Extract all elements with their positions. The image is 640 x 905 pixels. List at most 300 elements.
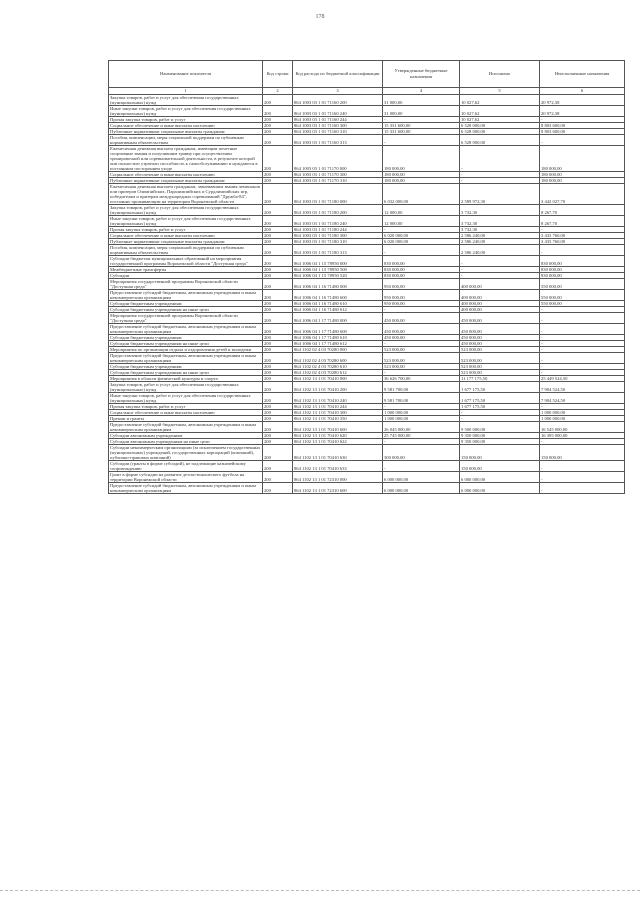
cell-expense-code: 864 1102 02 4 03 70280 000 bbox=[293, 347, 383, 353]
cell-expense-code: 864 1006 04 1 16 71480 600 bbox=[293, 290, 383, 301]
cell-expense-code: 864 1102 13 1 01 70410 240 bbox=[293, 393, 383, 404]
cell-unexecuted: 25 449 524,50 bbox=[540, 376, 625, 382]
cell-executed: - bbox=[460, 267, 540, 273]
cell-indicator-name: Иные закупки товаров, работ и услуг для обеспечения государственных (муниципальных) нужд bbox=[109, 106, 263, 117]
cell-approved: 26 045 000,00 bbox=[383, 422, 460, 433]
cell-indicator-name: Субсидии бюджетным учреждениям bbox=[109, 301, 263, 307]
cell-unexecuted: 16 395 000,00 bbox=[540, 433, 625, 439]
table-row bbox=[109, 135, 625, 146]
cell-unexecuted: 7 904 524,50 bbox=[540, 393, 625, 404]
table-row bbox=[109, 461, 625, 472]
cell-unexecuted: 1 000 000,00 bbox=[540, 410, 625, 416]
cell-line-code: 200 bbox=[263, 106, 293, 117]
cell-indicator-name: Предоставление субсидий бюджетным, автономным учреждениям и иным некоммерческим организациям bbox=[109, 422, 263, 433]
cell-line-code: 200 bbox=[263, 239, 293, 245]
column-number: 4 bbox=[383, 88, 460, 95]
cell-line-code: 200 bbox=[263, 146, 293, 172]
cell-approved: 523 000,00 bbox=[383, 364, 460, 370]
cell-indicator-name: Субсидии бюджетным учреждениям bbox=[109, 364, 263, 370]
cell-expense-code: 864 1006 04 1 17 71480 600 bbox=[293, 324, 383, 335]
cell-approved: - bbox=[383, 307, 460, 313]
header-unexecuted: Неисполненные назначения bbox=[540, 61, 625, 88]
cell-unexecuted: 830 000,00 bbox=[540, 256, 625, 267]
cell-unexecuted: - bbox=[540, 370, 625, 376]
cell-line-code: 200 bbox=[263, 422, 293, 433]
cell-line-code: 200 bbox=[263, 364, 293, 370]
cell-executed: 10 027,62 bbox=[460, 117, 540, 123]
cell-unexecuted: - bbox=[540, 353, 625, 364]
cell-approved: 9 581 700,00 bbox=[383, 382, 460, 393]
cell-approved: - bbox=[383, 439, 460, 445]
cell-line-code: 200 bbox=[263, 341, 293, 347]
cell-approved: 950 000,00 bbox=[383, 301, 460, 307]
cell-expense-code: 864 1102 13 1 01 70410 350 bbox=[293, 416, 383, 422]
cell-indicator-name: Социальное обеспечение и иные выплаты населению bbox=[109, 410, 263, 416]
cell-approved: 450 000,00 bbox=[383, 324, 460, 335]
cell-executed: - bbox=[460, 410, 540, 416]
cell-line-code: 200 bbox=[263, 370, 293, 376]
cell-approved: 6 000 000,00 bbox=[383, 472, 460, 483]
cell-line-code: 200 bbox=[263, 376, 293, 382]
cell-expense-code: 864 1102 13 1 01 70410 630 bbox=[293, 445, 383, 461]
cell-unexecuted: - bbox=[540, 324, 625, 335]
cell-approved: - bbox=[383, 227, 460, 233]
cell-approved: 180 000,00 bbox=[383, 172, 460, 178]
cell-expense-code: 864 1003 03 1 01 71180 310 bbox=[293, 239, 383, 245]
cell-indicator-name: Социальное обеспечение и иные выплаты населению bbox=[109, 123, 263, 129]
cell-executed: 6 528 000,00 bbox=[460, 123, 540, 129]
cell-approved: 9 581 700,00 bbox=[383, 393, 460, 404]
table-row bbox=[109, 393, 625, 404]
cell-expense-code: 864 1003 03 1 01 71160 313 bbox=[293, 135, 383, 146]
cell-approved: - bbox=[383, 461, 460, 472]
cell-approved: - bbox=[383, 117, 460, 123]
cell-indicator-name: Предоставление субсидий бюджетным, автономным учреждениям и иным некоммерческим организациям bbox=[109, 290, 263, 301]
table-row bbox=[109, 256, 625, 267]
cell-indicator-name: Субсидии бюджетным учреждениям на иные цели bbox=[109, 370, 263, 376]
cell-executed: 6 000 000,00 bbox=[460, 472, 540, 483]
header-expense-code: Код расхода по бюджетной классификации bbox=[293, 61, 383, 88]
cell-expense-code: 864 1102 13 1 01 70410 200 bbox=[293, 382, 383, 393]
table-row bbox=[109, 184, 625, 205]
cell-executed: - bbox=[460, 146, 540, 172]
cell-executed: 400 000,00 bbox=[460, 301, 540, 307]
cell-expense-code: 864 1003 03 1 01 71180 000 bbox=[293, 184, 383, 205]
cell-approved: 12 000,00 bbox=[383, 205, 460, 216]
cell-executed: 400 000,00 bbox=[460, 307, 540, 313]
table-row bbox=[109, 216, 625, 227]
cell-expense-code: 864 1003 03 1 01 71180 313 bbox=[293, 245, 383, 256]
cell-indicator-name: Мероприятия в области физической культуры и спорта bbox=[109, 376, 263, 382]
cell-approved: - bbox=[383, 245, 460, 256]
table-row bbox=[109, 422, 625, 433]
cell-expense-code: 864 1102 13 1 01 70410 622 bbox=[293, 439, 383, 445]
cell-expense-code: 864 1003 03 1 01 71180 300 bbox=[293, 233, 383, 239]
cell-line-code: 200 bbox=[263, 324, 293, 335]
cell-unexecuted: - bbox=[540, 439, 625, 445]
table-row bbox=[109, 205, 625, 216]
cell-expense-code: 864 1003 03 1 01 71170 300 bbox=[293, 172, 383, 178]
cell-indicator-name: Публичные нормативные социальные выплаты гражданам bbox=[109, 239, 263, 245]
column-number: 1 bbox=[109, 88, 263, 95]
cell-approved: 180 000,00 bbox=[383, 178, 460, 184]
cell-unexecuted: 8 267,70 bbox=[540, 205, 625, 216]
cell-expense-code: 864 1102 13 1 01 72310 600 bbox=[293, 483, 383, 494]
cell-unexecuted: 150 000,00 bbox=[540, 445, 625, 461]
table-row bbox=[109, 245, 625, 256]
cell-line-code: 200 bbox=[263, 313, 293, 324]
cell-approved: 1 000 000,00 bbox=[383, 410, 460, 416]
cell-line-code: 200 bbox=[263, 301, 293, 307]
page-number: 178 bbox=[315, 14, 325, 20]
table-row bbox=[109, 106, 625, 117]
cell-line-code: 200 bbox=[263, 416, 293, 422]
cell-unexecuted: - bbox=[540, 313, 625, 324]
cell-indicator-name: Предоставление субсидий бюджетным, автономным учреждениям и иным некоммерческим организациям bbox=[109, 353, 263, 364]
cell-indicator-name: Межбюджетные трансферты bbox=[109, 267, 263, 273]
cell-line-code: 200 bbox=[263, 123, 293, 129]
cell-line-code: 200 bbox=[263, 410, 293, 416]
cell-unexecuted: - bbox=[540, 483, 625, 494]
cell-approved: 15 331 600,00 bbox=[383, 123, 460, 129]
cell-line-code: 200 bbox=[263, 483, 293, 494]
cell-unexecuted: 3 433 760,00 bbox=[540, 233, 625, 239]
cell-approved: 25 745 000,00 bbox=[383, 433, 460, 439]
cell-unexecuted: 3 442 027,70 bbox=[540, 184, 625, 205]
cell-indicator-name: Прочая закупка товаров, работ и услуг bbox=[109, 404, 263, 410]
cell-executed: 450 000,00 bbox=[460, 324, 540, 335]
cell-executed: 2 589 972,30 bbox=[460, 184, 540, 205]
cell-unexecuted: - bbox=[540, 347, 625, 353]
column-number: 6 bbox=[540, 88, 625, 95]
cell-indicator-name: Премии и гранты bbox=[109, 416, 263, 422]
cell-line-code: 200 bbox=[263, 290, 293, 301]
cell-indicator-name: Иные закупки товаров, работ и услуг для обеспечения государственных (муниципальных) нужд bbox=[109, 216, 263, 227]
column-number: 2 bbox=[263, 88, 293, 95]
cell-line-code: 200 bbox=[263, 382, 293, 393]
cell-line-code: 200 bbox=[263, 445, 293, 461]
cell-unexecuted: 550 000,00 bbox=[540, 279, 625, 290]
header-line-code: Код строки bbox=[263, 61, 293, 88]
cell-executed: - bbox=[460, 273, 540, 279]
cell-executed: 3 732,30 bbox=[460, 227, 540, 233]
cell-indicator-name: Иные закупки товаров, работ и услуг для обеспечения государственных (муниципальных) нужд bbox=[109, 393, 263, 404]
cell-approved: 830 000,00 bbox=[383, 256, 460, 267]
header-executed: Исполнено bbox=[460, 61, 540, 88]
table-body bbox=[109, 95, 625, 494]
cell-approved: 6 020 000,00 bbox=[383, 233, 460, 239]
cell-executed: 10 027,62 bbox=[460, 95, 540, 106]
cell-unexecuted: 16 545 000,00 bbox=[540, 422, 625, 433]
cell-indicator-name: Ежемесячная денежная выплата гражданам, завоевавшим звания чемпионов или призеров Олимпийских, Паралимпийских и Сурдлимпийских игр, победителям и призерам международных соревнований "Дружба-84", постоянно проживающим на территории Воронежской области bbox=[109, 184, 263, 205]
cell-expense-code: 864 1003 03 1 01 71180 244 bbox=[293, 227, 383, 233]
cell-line-code: 200 bbox=[263, 129, 293, 135]
cell-approved: 6 020 000,00 bbox=[383, 239, 460, 245]
cell-indicator-name: Мероприятия по организации отдыха и оздоровления детей и молодежи bbox=[109, 347, 263, 353]
cell-executed: 6 528 000,00 bbox=[460, 129, 540, 135]
cell-expense-code: 864 1006 04 1 15 78950 520 bbox=[293, 273, 383, 279]
cell-expense-code: 864 1102 13 1 01 70410 000 bbox=[293, 376, 383, 382]
cell-expense-code: 864 1006 04 1 17 71480 612 bbox=[293, 341, 383, 347]
cell-indicator-name: Пособия, компенсации, меры социальной поддержки по публичным нормативным обязательствам bbox=[109, 135, 263, 146]
cell-approved: 15 331 600,00 bbox=[383, 129, 460, 135]
cell-approved: 450 000,00 bbox=[383, 313, 460, 324]
cell-expense-code: 864 1102 02 4 03 70280 612 bbox=[293, 370, 383, 376]
cell-unexecuted: 8 267,70 bbox=[540, 216, 625, 227]
cell-expense-code: 864 1006 04 1 17 71480 610 bbox=[293, 335, 383, 341]
cell-expense-code: 864 1102 13 1 01 70410 300 bbox=[293, 410, 383, 416]
cell-unexecuted: - bbox=[540, 472, 625, 483]
column-number: 3 bbox=[293, 88, 383, 95]
cell-unexecuted: 550 000,00 bbox=[540, 290, 625, 301]
cell-line-code: 200 bbox=[263, 205, 293, 216]
cell-unexecuted: 550 000,00 bbox=[540, 301, 625, 307]
cell-executed: 2 586 240,00 bbox=[460, 233, 540, 239]
cell-unexecuted: - bbox=[540, 404, 625, 410]
cell-indicator-name: Субсидии бюджетным учреждениям на иные цели bbox=[109, 341, 263, 347]
cell-indicator-name: Субсидии (гранты в форме субсидий), не подлежащие казначейскому сопровождению bbox=[109, 461, 263, 472]
cell-indicator-name: Ежемесячная денежная выплата гражданам, имеющим почетные спортивные звания и получившим травму при осуществлении тренировочной или соревновательной деятельности, в результате которой они полностью утратили способность к самообслуживанию и нуждаются в постоянном постороннем уходе bbox=[109, 146, 263, 172]
cell-expense-code: 864 1102 13 1 01 70410 600 bbox=[293, 422, 383, 433]
cell-line-code: 200 bbox=[263, 353, 293, 364]
cell-expense-code: 864 1102 02 4 03 70280 600 bbox=[293, 353, 383, 364]
cell-approved: 830 000,00 bbox=[383, 273, 460, 279]
cell-unexecuted: 8 803 600,00 bbox=[540, 129, 625, 135]
cell-expense-code: 864 1102 13 1 01 70410 244 bbox=[293, 404, 383, 410]
cell-executed: 523 000,00 bbox=[460, 353, 540, 364]
budget-execution-table bbox=[108, 60, 625, 494]
cell-expense-code: 864 1102 13 1 01 70410 633 bbox=[293, 461, 383, 472]
cell-indicator-name: Закупка товаров, работ и услуг для обеспечения государственных (муниципальных) нужд bbox=[109, 205, 263, 216]
cell-unexecuted: 180 000,00 bbox=[540, 172, 625, 178]
cell-indicator-name: Субсидии бюджетным учреждениям на иные цели bbox=[109, 307, 263, 313]
cell-executed: - bbox=[460, 178, 540, 184]
cell-indicator-name: Предоставление субсидий бюджетным, автономным учреждениям и иным некоммерческим организациям bbox=[109, 483, 263, 494]
cell-executed: 9 350 000,00 bbox=[460, 433, 540, 439]
header-approved: Утвержденные бюджетные назначения bbox=[383, 61, 460, 88]
table-row bbox=[109, 146, 625, 172]
cell-line-code: 200 bbox=[263, 404, 293, 410]
cell-unexecuted: 180 000,00 bbox=[540, 178, 625, 184]
cell-indicator-name: Прочая закупка товаров, работ и услуг bbox=[109, 227, 263, 233]
cell-line-code: 200 bbox=[263, 216, 293, 227]
cell-unexecuted: - bbox=[540, 335, 625, 341]
cell-line-code: 200 bbox=[263, 267, 293, 273]
cell-expense-code: 864 1006 04 1 16 71480 000 bbox=[293, 279, 383, 290]
cell-approved: 12 000,00 bbox=[383, 216, 460, 227]
cell-unexecuted: - bbox=[540, 227, 625, 233]
table-row bbox=[109, 279, 625, 290]
cell-approved: - bbox=[383, 135, 460, 146]
cell-expense-code: 864 1003 03 1 01 71180 240 bbox=[293, 216, 383, 227]
cell-approved: 36 626 700,00 bbox=[383, 376, 460, 382]
cell-line-code: 200 bbox=[263, 184, 293, 205]
cell-unexecuted: 3 433 760,00 bbox=[540, 239, 625, 245]
cell-indicator-name: Пособия, компенсации, меры социальной поддержки по публичным нормативным обязательствам bbox=[109, 245, 263, 256]
cell-executed: - bbox=[460, 172, 540, 178]
cell-line-code: 200 bbox=[263, 178, 293, 184]
cell-unexecuted: - bbox=[540, 245, 625, 256]
cell-unexecuted: 8 803 600,00 bbox=[540, 123, 625, 129]
cell-unexecuted: 20 972,38 bbox=[540, 106, 625, 117]
cell-executed: 6 528 000,00 bbox=[460, 135, 540, 146]
cell-unexecuted: - bbox=[540, 364, 625, 370]
cell-executed: 3 732,30 bbox=[460, 205, 540, 216]
cell-executed: 11 177 175,50 bbox=[460, 376, 540, 382]
cell-approved: 523 000,00 bbox=[383, 353, 460, 364]
cell-indicator-name: Субсидии бюджетным учреждениям bbox=[109, 335, 263, 341]
cell-expense-code: 864 1006 04 1 16 71480 610 bbox=[293, 301, 383, 307]
cell-unexecuted: - bbox=[540, 461, 625, 472]
cell-line-code: 200 bbox=[263, 335, 293, 341]
cell-indicator-name: Предоставление субсидий бюджетным, автономным учреждениям и иным некоммерческим организациям bbox=[109, 324, 263, 335]
cell-executed: 1 677 175,50 bbox=[460, 393, 540, 404]
cell-executed: 450 000,00 bbox=[460, 341, 540, 347]
cell-indicator-name: Публичные нормативные социальные выплаты гражданам bbox=[109, 178, 263, 184]
cell-line-code: 200 bbox=[263, 433, 293, 439]
cell-indicator-name: Субсидии некоммерческим организациям (за исключением государственных (муниципальных) учреждений, государственных корпораций (компаний), публично-правовых компаний) bbox=[109, 445, 263, 461]
cell-executed: 9 500 000,00 bbox=[460, 422, 540, 433]
cell-indicator-name: Социальное обеспечение и иные выплаты населению bbox=[109, 172, 263, 178]
column-number: 5 bbox=[460, 88, 540, 95]
cell-indicator-name: Прочая закупка товаров, работ и услуг bbox=[109, 117, 263, 123]
cell-approved: 180 000,00 bbox=[383, 146, 460, 172]
cell-approved: 523 000,00 bbox=[383, 347, 460, 353]
cell-indicator-name: Мероприятия государственной программы Воронежской области "Доступная среда" bbox=[109, 279, 263, 290]
table-row bbox=[109, 483, 625, 494]
cell-indicator-name: Закупка товаров, работ и услуг для обеспечения государственных (муниципальных) нужд bbox=[109, 95, 263, 106]
cell-approved: 950 000,00 bbox=[383, 290, 460, 301]
cell-line-code: 200 bbox=[263, 273, 293, 279]
cell-executed: 1 677 175,50 bbox=[460, 404, 540, 410]
cell-executed: 150 000,00 bbox=[460, 445, 540, 461]
cell-expense-code: 864 1102 13 1 01 70410 620 bbox=[293, 433, 383, 439]
cell-indicator-name: Закупка товаров, работ и услуг для обеспечения государственных (муниципальных) нужд bbox=[109, 382, 263, 393]
cell-unexecuted: 180 000,00 bbox=[540, 146, 625, 172]
table-header-row bbox=[109, 61, 625, 88]
cell-approved: 31 000,00 bbox=[383, 106, 460, 117]
table-row bbox=[109, 353, 625, 364]
cell-approved: 6 000 000,00 bbox=[383, 483, 460, 494]
table-row bbox=[109, 382, 625, 393]
cell-executed: 523 000,00 bbox=[460, 364, 540, 370]
cell-executed: 10 027,62 bbox=[460, 106, 540, 117]
cell-approved: - bbox=[383, 341, 460, 347]
cell-indicator-name: Мероприятия государственной программы Воронежской области "Доступная среда" bbox=[109, 313, 263, 324]
cell-approved: 830 000,00 bbox=[383, 267, 460, 273]
cell-line-code: 200 bbox=[263, 347, 293, 353]
table-row bbox=[109, 290, 625, 301]
cell-expense-code: 864 1003 03 1 01 71160 200 bbox=[293, 95, 383, 106]
cell-approved: - bbox=[383, 404, 460, 410]
cell-unexecuted: - bbox=[540, 307, 625, 313]
cell-approved: 31 000,00 bbox=[383, 95, 460, 106]
table-row bbox=[109, 472, 625, 483]
cell-unexecuted: 20 972,38 bbox=[540, 95, 625, 106]
cell-indicator-name: Социальное обеспечение и иные выплаты населению bbox=[109, 233, 263, 239]
cell-executed: 450 000,00 bbox=[460, 335, 540, 341]
cell-executed: 400 000,00 bbox=[460, 290, 540, 301]
cell-line-code: 200 bbox=[263, 172, 293, 178]
cell-line-code: 200 bbox=[263, 245, 293, 256]
cell-executed: - bbox=[460, 256, 540, 267]
cell-expense-code: 864 1003 03 1 01 71180 200 bbox=[293, 205, 383, 216]
cell-expense-code: 864 1102 13 1 01 72310 000 bbox=[293, 472, 383, 483]
cell-indicator-name: Субсидии автономным учреждениям на иные цели bbox=[109, 439, 263, 445]
cell-unexecuted: 830 000,00 bbox=[540, 273, 625, 279]
cell-line-code: 200 bbox=[263, 256, 293, 267]
cell-line-code: 200 bbox=[263, 95, 293, 106]
cell-expense-code: 864 1003 03 1 01 71160 300 bbox=[293, 123, 383, 129]
cell-line-code: 200 bbox=[263, 393, 293, 404]
table-row bbox=[109, 313, 625, 324]
cell-indicator-name: Субсидии автономным учреждениям bbox=[109, 433, 263, 439]
cell-line-code: 200 bbox=[263, 233, 293, 239]
cell-expense-code: 864 1006 04 1 17 71480 000 bbox=[293, 313, 383, 324]
cell-unexecuted: 1 000 000,00 bbox=[540, 416, 625, 422]
cell-unexecuted: 7 904 524,50 bbox=[540, 382, 625, 393]
cell-expense-code: 864 1003 03 1 01 71160 310 bbox=[293, 129, 383, 135]
header-indicator-name: Наименование показателя bbox=[109, 61, 263, 88]
cell-unexecuted: - bbox=[540, 341, 625, 347]
page-bottom-divider bbox=[0, 890, 640, 891]
cell-executed: 450 000,00 bbox=[460, 313, 540, 324]
cell-expense-code: 864 1003 03 1 01 71170 310 bbox=[293, 178, 383, 184]
cell-indicator-name: Публичные нормативные социальные выплаты гражданам bbox=[109, 129, 263, 135]
cell-executed: 6 000 000,00 bbox=[460, 483, 540, 494]
cell-expense-code: 864 1003 03 1 01 71160 240 bbox=[293, 106, 383, 117]
cell-expense-code: 864 1003 03 1 01 71170 000 bbox=[293, 146, 383, 172]
cell-executed: 9 350 000,00 bbox=[460, 439, 540, 445]
cell-line-code: 200 bbox=[263, 227, 293, 233]
cell-line-code: 200 bbox=[263, 279, 293, 290]
cell-approved: - bbox=[383, 370, 460, 376]
cell-approved: 1 000 000,00 bbox=[383, 416, 460, 422]
cell-approved: 950 000,00 bbox=[383, 279, 460, 290]
cell-line-code: 200 bbox=[263, 307, 293, 313]
cell-indicator-name: Субсидии bbox=[109, 273, 263, 279]
cell-expense-code: 864 1006 04 1 15 78950 500 bbox=[293, 267, 383, 273]
table-row bbox=[109, 324, 625, 335]
cell-executed: 523 000,00 bbox=[460, 347, 540, 353]
cell-executed: 3 732,30 bbox=[460, 216, 540, 227]
cell-approved: 300 000,00 bbox=[383, 445, 460, 461]
table-row bbox=[109, 445, 625, 461]
cell-approved: 6 032 000,00 bbox=[383, 184, 460, 205]
cell-unexecuted: - bbox=[540, 117, 625, 123]
table-column-numbers-row bbox=[109, 88, 625, 95]
cell-executed: 523 000,00 bbox=[460, 370, 540, 376]
cell-line-code: 200 bbox=[263, 472, 293, 483]
cell-executed: 2 586 240,00 bbox=[460, 239, 540, 245]
cell-indicator-name: Субсидии бюджетам муниципальных образований на мероприятия государственной программы Воронежской области "Доступная среда" bbox=[109, 256, 263, 267]
cell-executed: - bbox=[460, 416, 540, 422]
cell-line-code: 200 bbox=[263, 135, 293, 146]
cell-line-code: 200 bbox=[263, 461, 293, 472]
cell-line-code: 200 bbox=[263, 439, 293, 445]
cell-executed: 1 677 175,50 bbox=[460, 382, 540, 393]
cell-unexecuted: - bbox=[540, 135, 625, 146]
cell-expense-code: 864 1006 04 1 15 78950 000 bbox=[293, 256, 383, 267]
cell-approved: 450 000,00 bbox=[383, 335, 460, 341]
cell-expense-code: 864 1006 04 1 16 71480 612 bbox=[293, 307, 383, 313]
cell-executed: 2 586 240,00 bbox=[460, 245, 540, 256]
cell-unexecuted: 830 000,00 bbox=[540, 267, 625, 273]
cell-indicator-name: Грант в форме субсидии на развитие детско-юношеского футбола на территории Воронежской области bbox=[109, 472, 263, 483]
cell-expense-code: 864 1003 03 1 01 71160 244 bbox=[293, 117, 383, 123]
table-row bbox=[109, 95, 625, 106]
cell-executed: 400 000,00 bbox=[460, 279, 540, 290]
